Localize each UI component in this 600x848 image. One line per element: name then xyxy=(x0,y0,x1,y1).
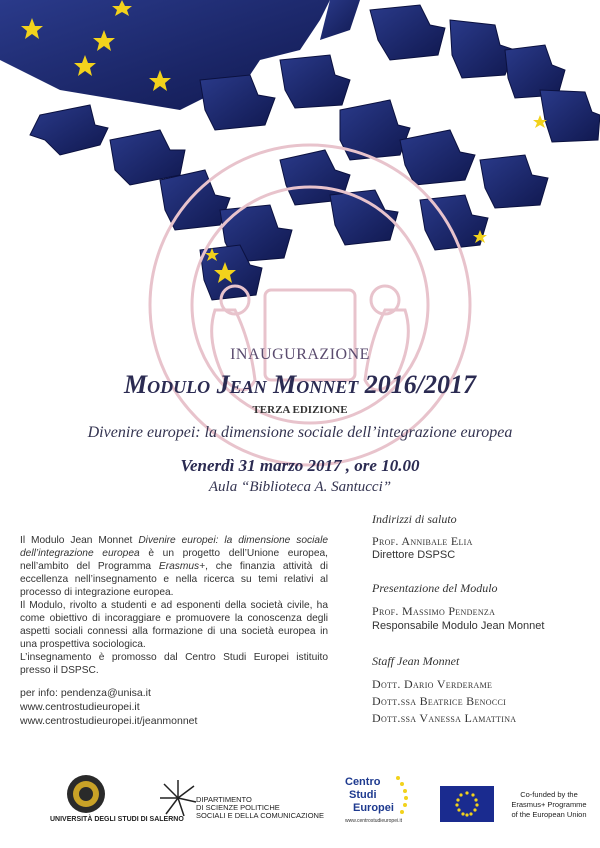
contact-email[interactable]: per info: pendenza@unisa.it xyxy=(20,687,151,699)
centro-line: Centro xyxy=(345,776,381,788)
event-venue: Aula “Biblioteca A. Santucci” xyxy=(208,479,392,495)
dipartimento-line: DIPARTIMENTO xyxy=(196,795,252,804)
centro-url: www.centrostudieuropei.it xyxy=(345,818,402,824)
description-paragraph-1 xyxy=(20,534,328,599)
contact-info xyxy=(20,686,197,728)
event-subtitle: Divenire europei: la dimensione sociale dell’integrazione europea xyxy=(87,424,513,441)
staff-heading: Staff Jean Monnet xyxy=(372,654,460,668)
description-text: , che finanzia attività di eccellenza nell’insegnamento e nella ricerca su temi relativi al processo di integrazione europea. xyxy=(20,561,328,598)
presentation-speaker: Prof. Massimo Pendenza xyxy=(372,604,496,618)
description-text: Il Modulo Jean Monnet xyxy=(20,535,139,546)
description-paragraph-2: Il Modulo, rivolto a studenti e ad esponenti della società civile, ha come obiettivo di incoraggiare e promuovere la conoscenza degli aspetti sociali connessi alla formazione di una società europea in una prospettiva sociologica. xyxy=(20,600,328,650)
description-text: è un progetto dell’Unione europea, nell’ambito del Programma xyxy=(20,548,329,572)
jean-monnet-link[interactable]: www.centrostudieuropei.it/jeanmonnet xyxy=(20,715,198,727)
staff-member: Dott.ssa Vanessa Lamattina xyxy=(372,711,517,725)
eu-text-line: Erasmus+ Programme xyxy=(511,800,587,809)
website-link[interactable]: www.centrostudieuropei.it xyxy=(20,701,140,713)
staff-member: Dott. Dario Verderame xyxy=(372,677,493,691)
description-module-name: Divenire europei: la dimensione sociale dell’integrazione europea xyxy=(20,535,328,559)
presentation-heading: Presentazione del Modulo xyxy=(372,581,498,595)
dipartimento-logo-icon xyxy=(158,778,198,818)
staff-member: Dott.ssa Beatrice Benocci xyxy=(372,694,507,708)
greetings-speaker: Prof. Annibale Elia xyxy=(372,534,473,548)
greetings-heading: Indirizzi di saluto xyxy=(372,512,457,526)
module-description xyxy=(20,534,328,677)
centro-line: Studi xyxy=(349,789,377,801)
event-title xyxy=(0,370,600,400)
eu-flag-icon xyxy=(440,786,494,822)
stars-arc-icon xyxy=(392,774,410,820)
description-paragraph-3: L’insegnamento è promosso dal Centro Studi Europei istituito presso il DSPSC. xyxy=(20,652,328,676)
inauguration-label: INAUGURAZIONE xyxy=(230,346,370,363)
presentation-role: Responsabile Modulo Jean Monnet xyxy=(372,620,545,632)
dipartimento-label xyxy=(196,796,324,820)
event-date: Venerdì 31 marzo 2017 , ore 10.00 xyxy=(180,456,420,475)
edition-label: TERZA EDIZIONE xyxy=(252,404,348,416)
university-seal-watermark xyxy=(145,140,475,470)
eu-cofunded-text xyxy=(500,790,598,820)
eu-text-line: Co-funded by the xyxy=(520,790,578,799)
event-title-text: Modulo Jean Monnet 2016/2017 xyxy=(124,370,476,399)
unisa-label: UNIVERSITÀ DEGLI STUDI DI SALERNO xyxy=(50,816,184,823)
greetings-role: Direttore DSPSC xyxy=(372,549,456,561)
dipartimento-line: SOCIALI E DELLA COMUNICAZIONE xyxy=(196,811,324,820)
centro-line: Europei xyxy=(353,802,394,814)
description-programme-name: Erasmus+ xyxy=(158,561,206,572)
dipartimento-line: DI SCIENZE POLITICHE xyxy=(196,803,280,812)
unisa-logo-icon xyxy=(66,773,106,815)
eu-text-line: of the European Union xyxy=(511,810,587,819)
